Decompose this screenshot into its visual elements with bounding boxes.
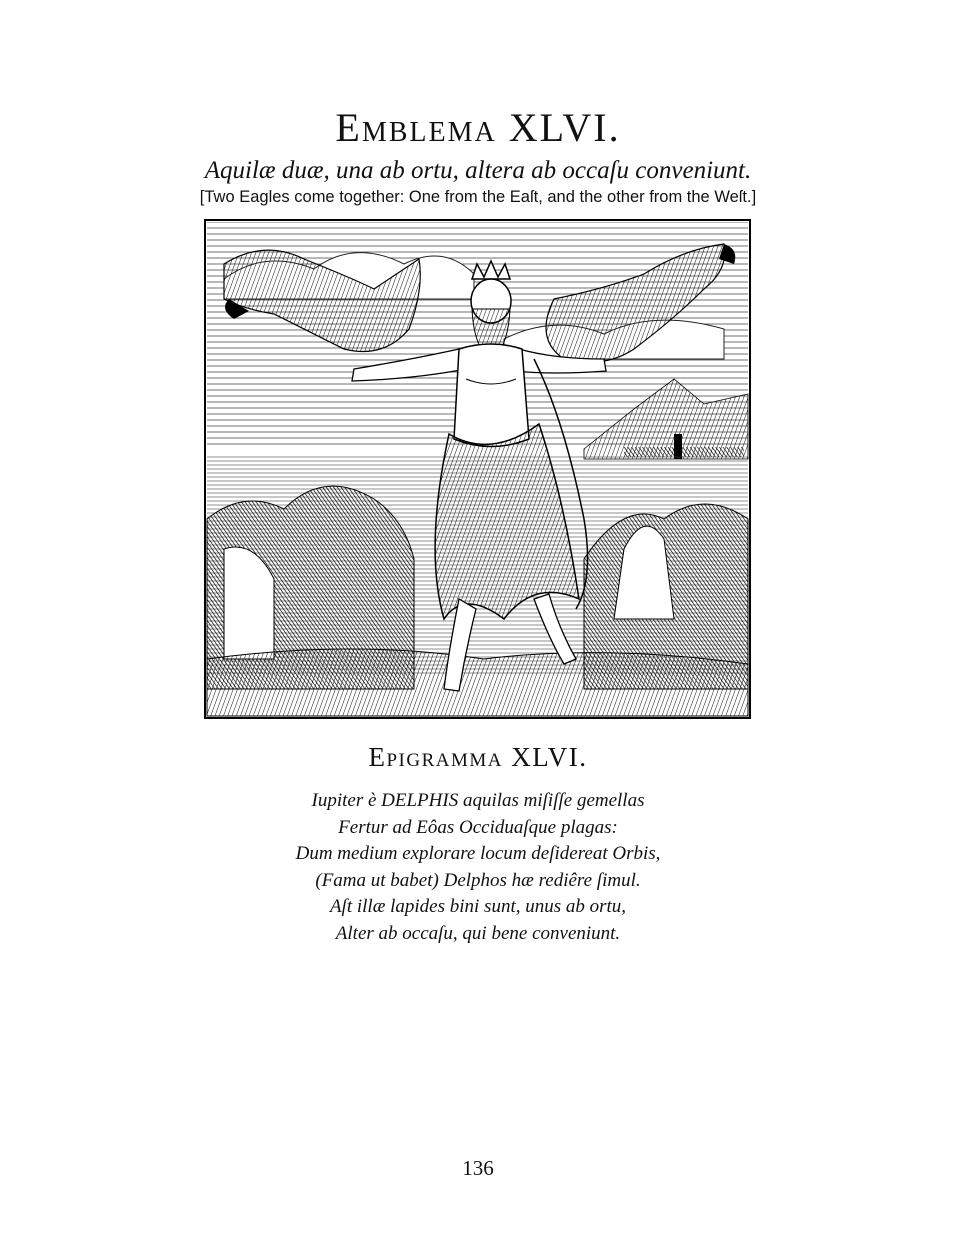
epigram-poem — [0, 788, 956, 947]
english-translation: [Two Eagles come together: One from the Eaſt, and the other from the Weſt.] — [199, 188, 757, 206]
poem-line: Alter ab occaſu, qui bene conveniunt. — [335, 922, 621, 944]
emblem-title: Emblema XLVI. — [335, 105, 621, 150]
epigram-title: Epigramma XLVI. — [368, 742, 588, 772]
foreground-ground — [207, 649, 748, 716]
latin-motto: Aquilæ duæ, una ab ortu, altera ab occaſu conveniunt. — [204, 157, 752, 184]
poem-line: Aſt illæ lapides bini sunt, unus ab ortu, — [329, 896, 627, 917]
poem-line: Iupiter è DELPHIS aquilas miſiſſe gemellas — [311, 790, 645, 811]
poem-line: Fertur ad Eôas Occiduaſque plagas: — [338, 816, 618, 838]
poem-line: (Fama ut babet) Delphos hæ rediêre ſimul. — [315, 869, 641, 891]
page-number: 136 — [462, 1156, 494, 1180]
poem-line: Dum medium explorare locum deſidereat Orbis, — [295, 843, 661, 864]
emblem-engraving — [204, 219, 751, 719]
